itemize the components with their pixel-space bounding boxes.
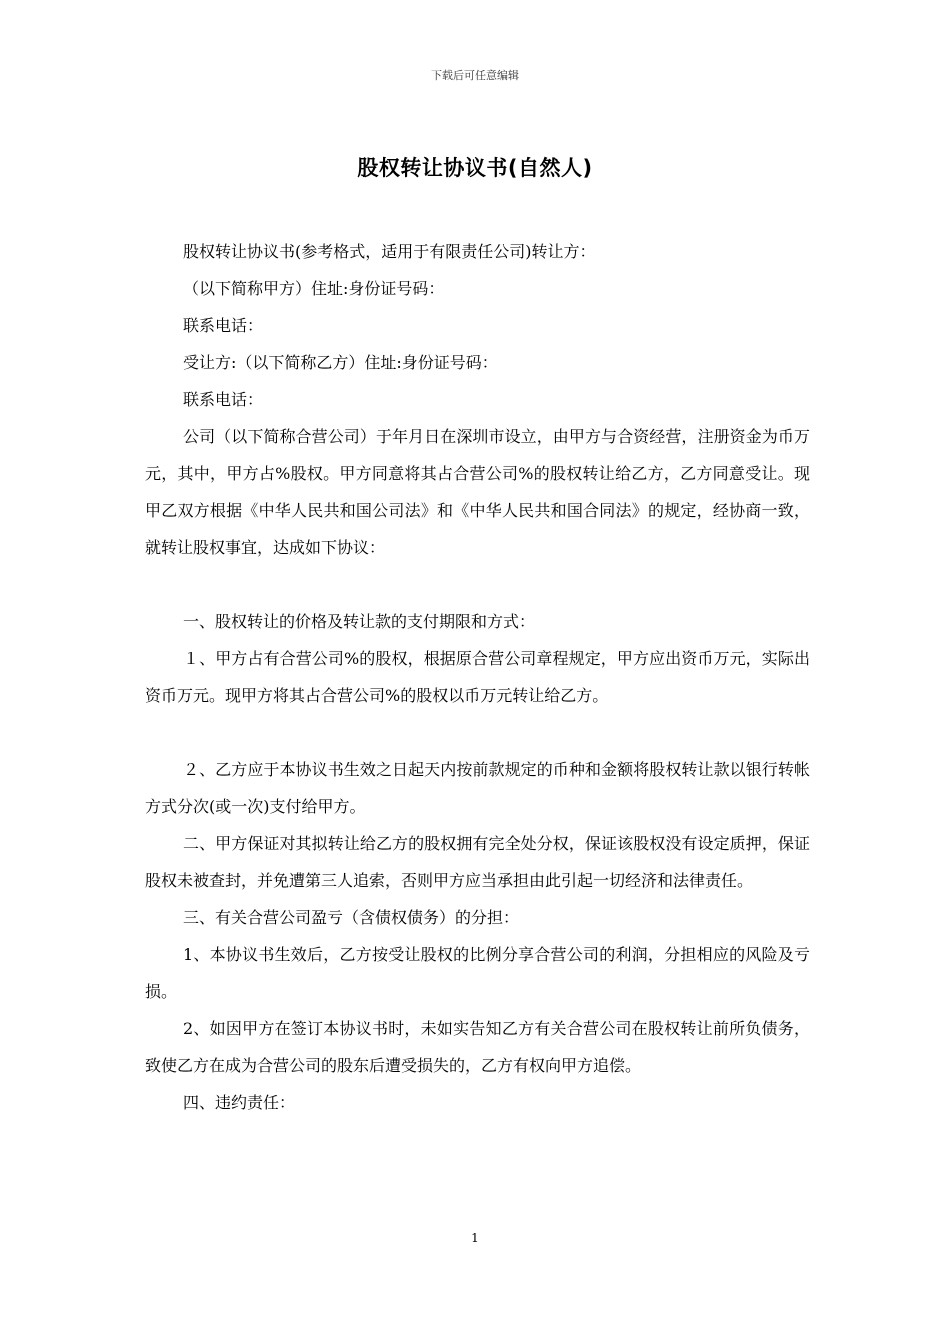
paragraph-transferee-phone: 联系电话： xyxy=(183,390,264,409)
paragraph-transferor-phone: 联系电话： xyxy=(183,316,264,335)
section-heading-3: 三、有关合营公司盈亏（含债权债务）的分担： xyxy=(183,908,520,927)
section-heading-4: 四、违约责任： xyxy=(183,1093,296,1112)
paragraph-transferor-intro: 股权转让协议书(参考格式，适用于有限责任公司)转让方： xyxy=(183,242,596,261)
clause-3-1: 1、本协议书生效后，乙方按受让股权的比例分享合营公司的利润，分担相应的风险及亏损。 xyxy=(145,945,810,1001)
paragraph-transferor-address: （以下简称甲方）住址:身份证号码： xyxy=(183,279,445,298)
clause-3-2: 2、如因甲方在签订本协议书时，未如实告知乙方有关合营公司在股权转让前所负债务，致使乙方在成为合营公司的股东后遭受损失的，乙方有权向甲方追偿。 xyxy=(145,1019,810,1075)
clause-1-2: ２、乙方应于本协议书生效之日起天内按前款规定的币种和金额将股权转让款以银行转帐方式分次(或一次)支付给甲方。 xyxy=(145,760,810,816)
document-title: 股权转让协议书(自然人) xyxy=(357,156,593,180)
page-header-note: 下载后可任意编辑 xyxy=(431,69,519,82)
section-heading-2: 二、甲方保证对其拟转让给乙方的股权拥有完全处分权，保证该股权没有设定质押，保证股权未被查封，并免遭第三人追索，否则甲方应当承担由此引起一切经济和法律责任。 xyxy=(145,834,810,890)
paragraph-gap xyxy=(145,566,810,603)
clause-1-1: １、甲方占有合营公司%的股权，根据原合营公司章程规定，甲方应出资币万元，实际出资币万元。现甲方将其占合营公司%的股权以币万元转让给乙方。 xyxy=(145,649,810,705)
paragraph-gap xyxy=(145,714,810,751)
paragraph-company-background: 公司（以下简称合营公司）于年月日在深圳市设立，由甲方与合资经营，注册资金为币万元，其中，甲方占%股权。甲方同意将其占合营公司%的股权转让给乙方，乙方同意受让。现甲乙双方根据《中华人民共和国公司法》和《中华人民共和国合同法》的规定，经协商一致，就转让股权事宜，达成如下协议： xyxy=(145,427,810,557)
section-heading-1: 一、股权转让的价格及转让款的支付期限和方式： xyxy=(183,612,536,631)
page-number: 1 xyxy=(471,1231,479,1245)
paragraph-transferee-address: 受让方:（以下简称乙方）住址:身份证号码： xyxy=(183,353,498,372)
document-body xyxy=(145,233,810,1121)
